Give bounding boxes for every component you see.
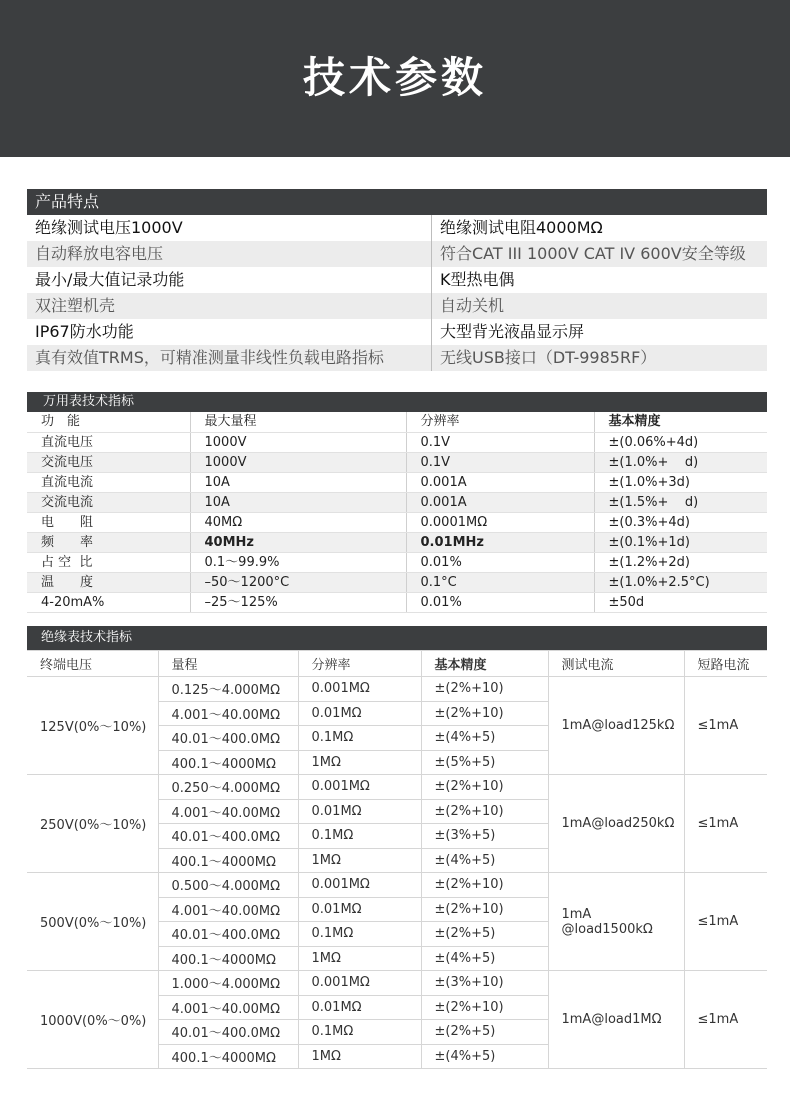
features-header: 产品特点 (27, 189, 767, 215)
insulation-header: 绝缘表技术指标 (27, 626, 767, 650)
insulation-column-header: 基本精度 (421, 651, 548, 677)
insulation-range: 40.01～400.0MΩ (158, 1020, 298, 1045)
feature-right: K型热电偶 (440, 270, 515, 289)
insulation-short-current: ≤1mA (684, 971, 767, 1069)
multimeter-function: 温 度 (27, 572, 190, 592)
multimeter-row (27, 552, 767, 572)
feature-left: 双注塑机壳 (27, 293, 432, 319)
insulation-row (27, 971, 767, 996)
insulation-resolution: 0.1MΩ (298, 824, 421, 849)
insulation-row (27, 873, 767, 898)
insulation-short-current: ≤1mA (684, 775, 767, 873)
insulation-range: 0.125～4.000MΩ (158, 677, 298, 702)
insulation-accuracy: ±(4%+5) (421, 848, 548, 873)
insulation-accuracy: ±(4%+5) (421, 726, 548, 751)
multimeter-function: 频 率 (27, 532, 190, 552)
multimeter-resolution: 0.01MHz (406, 532, 594, 552)
feature-right: 无线USB接口（DT-9985RF） (440, 348, 657, 367)
insulation-range: 40.01～400.0MΩ (158, 824, 298, 849)
feature-row (27, 241, 767, 267)
insulation-resolution: 0.1MΩ (298, 726, 421, 751)
insulation-accuracy: ±(2%+10) (421, 799, 548, 824)
insulation-range: 4.001～40.00MΩ (158, 701, 298, 726)
multimeter-column-header: 基本精度 (594, 412, 767, 432)
feature-right: 符合CAT III 1000V CAT IV 600V安全等级 (440, 244, 746, 263)
insulation-resolution: 1MΩ (298, 848, 421, 873)
insulation-range: 4.001～40.00MΩ (158, 799, 298, 824)
multimeter-row (27, 432, 767, 452)
multimeter-function: 交流电流 (27, 492, 190, 512)
multimeter-accuracy: ±(0.3%+4d) (594, 512, 767, 532)
multimeter-row (27, 452, 767, 472)
insulation-column-header: 测试电流 (548, 651, 684, 677)
feature-left: 绝缘测试电压1000V (27, 215, 432, 241)
feature-right: 大型背光液晶显示屏 (440, 322, 585, 341)
insulation-table (27, 650, 767, 1069)
insulation-range: 0.500～4.000MΩ (158, 873, 298, 898)
multimeter-accuracy: ±(0.1%+1d) (594, 532, 767, 552)
multimeter-resolution: 0.001A (406, 472, 594, 492)
insulation-column-header: 量程 (158, 651, 298, 677)
insulation-terminal-voltage: 125V(0%～10%) (27, 677, 158, 775)
insulation-resolution: 0.1MΩ (298, 1020, 421, 1045)
multimeter-section (27, 392, 767, 613)
insulation-accuracy: ±(2%+10) (421, 677, 548, 702)
features-list (27, 215, 767, 371)
insulation-range: 400.1～4000MΩ (158, 848, 298, 873)
multimeter-max-range: –50～1200°C (190, 572, 406, 592)
multimeter-table (27, 412, 767, 613)
feature-left: IP67防水功能 (27, 319, 432, 345)
multimeter-function: 电 阻 (27, 512, 190, 532)
multimeter-resolution: 0.1V (406, 432, 594, 452)
insulation-accuracy: ±(2%+10) (421, 775, 548, 800)
insulation-accuracy: ±(3%+10) (421, 971, 548, 996)
insulation-accuracy: ±(4%+5) (421, 1044, 548, 1069)
insulation-range: 1.000～4.000MΩ (158, 971, 298, 996)
feature-left: 最小/最大值记录功能 (27, 267, 432, 293)
feature-right: 自动关机 (440, 296, 505, 315)
insulation-resolution: 0.001MΩ (298, 971, 421, 996)
multimeter-max-range: 0.1～99.9% (190, 552, 406, 572)
multimeter-column-header: 功 能 (27, 412, 190, 432)
multimeter-resolution: 0.001A (406, 492, 594, 512)
multimeter-row (27, 592, 767, 612)
multimeter-accuracy: ±(1.2%+2d) (594, 552, 767, 572)
insulation-column-header: 终端电压 (27, 651, 158, 677)
multimeter-resolution: 0.01% (406, 592, 594, 612)
multimeter-function: 占 空 比 (27, 552, 190, 572)
insulation-accuracy: ±(2%+5) (421, 922, 548, 947)
multimeter-header-row (27, 412, 767, 432)
insulation-section (27, 626, 767, 1069)
multimeter-accuracy: ±(1.0%+2.5°C) (594, 572, 767, 592)
multimeter-resolution: 0.01% (406, 552, 594, 572)
insulation-test-current: 1mA@load125kΩ (548, 677, 684, 775)
insulation-header-row (27, 651, 767, 677)
multimeter-function: 交流电压 (27, 452, 190, 472)
insulation-terminal-voltage: 1000V(0%～0%) (27, 971, 158, 1069)
insulation-resolution: 0.01MΩ (298, 897, 421, 922)
multimeter-row (27, 572, 767, 592)
multimeter-max-range: 10A (190, 472, 406, 492)
insulation-resolution: 0.01MΩ (298, 995, 421, 1020)
multimeter-row (27, 472, 767, 492)
insulation-row (27, 677, 767, 702)
insulation-accuracy: ±(3%+5) (421, 824, 548, 849)
multimeter-accuracy: ±(0.06%+4d) (594, 432, 767, 452)
multimeter-max-range: 40MΩ (190, 512, 406, 532)
multimeter-function: 直流电流 (27, 472, 190, 492)
feature-left: 真有效值TRMS，可精准测量非线性负载电路指标 (27, 345, 432, 371)
multimeter-max-range: 40MHz (190, 532, 406, 552)
insulation-range: 40.01～400.0MΩ (158, 922, 298, 947)
multimeter-accuracy: ±(1.5%+ d) (594, 492, 767, 512)
multimeter-function: 4-20mA% (27, 592, 190, 612)
insulation-resolution: 0.01MΩ (298, 799, 421, 824)
insulation-accuracy: ±(2%+10) (421, 995, 548, 1020)
insulation-resolution: 0.1MΩ (298, 922, 421, 947)
multimeter-resolution: 0.0001MΩ (406, 512, 594, 532)
insulation-column-header: 短路电流 (684, 651, 767, 677)
multimeter-max-range: 10A (190, 492, 406, 512)
insulation-test-current: 1mA@load250kΩ (548, 775, 684, 873)
insulation-range: 40.01～400.0MΩ (158, 726, 298, 751)
insulation-accuracy: ±(2%+5) (421, 1020, 548, 1045)
multimeter-header: 万用表技术指标 (27, 392, 767, 412)
insulation-range: 400.1～4000MΩ (158, 1044, 298, 1069)
features-section (27, 189, 767, 371)
multimeter-row (27, 532, 767, 552)
insulation-column-header: 分辨率 (298, 651, 421, 677)
insulation-accuracy: ±(2%+10) (421, 701, 548, 726)
multimeter-column-header: 最大量程 (190, 412, 406, 432)
insulation-resolution: 0.01MΩ (298, 701, 421, 726)
insulation-range: 4.001～40.00MΩ (158, 995, 298, 1020)
multimeter-max-range: 1000V (190, 452, 406, 472)
insulation-row (27, 775, 767, 800)
multimeter-resolution: 0.1V (406, 452, 594, 472)
insulation-accuracy: ±(4%+5) (421, 946, 548, 971)
insulation-resolution: 0.001MΩ (298, 677, 421, 702)
insulation-resolution: 1MΩ (298, 1044, 421, 1069)
insulation-short-current: ≤1mA (684, 677, 767, 775)
multimeter-max-range: –25～125% (190, 592, 406, 612)
feature-right: 绝缘测试电阻4000MΩ (440, 218, 603, 237)
insulation-range: 400.1～4000MΩ (158, 750, 298, 775)
feature-left: 自动释放电容电压 (27, 241, 432, 267)
insulation-accuracy: ±(5%+5) (421, 750, 548, 775)
insulation-test-current: 1mA @load1500kΩ (548, 873, 684, 971)
insulation-resolution: 0.001MΩ (298, 873, 421, 898)
multimeter-column-header: 分辨率 (406, 412, 594, 432)
feature-row (27, 293, 767, 319)
insulation-short-current: ≤1mA (684, 873, 767, 971)
insulation-terminal-voltage: 500V(0%～10%) (27, 873, 158, 971)
feature-row (27, 345, 767, 371)
insulation-resolution: 1MΩ (298, 946, 421, 971)
multimeter-row (27, 492, 767, 512)
insulation-accuracy: ±(2%+10) (421, 897, 548, 922)
insulation-range: 400.1～4000MΩ (158, 946, 298, 971)
insulation-accuracy: ±(2%+10) (421, 873, 548, 898)
feature-row (27, 319, 767, 345)
insulation-resolution: 0.001MΩ (298, 775, 421, 800)
insulation-range: 4.001～40.00MΩ (158, 897, 298, 922)
multimeter-accuracy: ±(1.0%+3d) (594, 472, 767, 492)
feature-row (27, 267, 767, 293)
multimeter-accuracy: ±50d (594, 592, 767, 612)
title-banner (0, 0, 790, 157)
feature-row (27, 215, 767, 241)
insulation-test-current: 1mA@load1MΩ (548, 971, 684, 1069)
multimeter-row (27, 512, 767, 532)
multimeter-max-range: 1000V (190, 432, 406, 452)
insulation-range: 0.250～4.000MΩ (158, 775, 298, 800)
insulation-terminal-voltage: 250V(0%～10%) (27, 775, 158, 873)
multimeter-resolution: 0.1°C (406, 572, 594, 592)
insulation-resolution: 1MΩ (298, 750, 421, 775)
page-title: 技术参数 (302, 53, 487, 102)
multimeter-function: 直流电压 (27, 432, 190, 452)
multimeter-accuracy: ±(1.0%+ d) (594, 452, 767, 472)
